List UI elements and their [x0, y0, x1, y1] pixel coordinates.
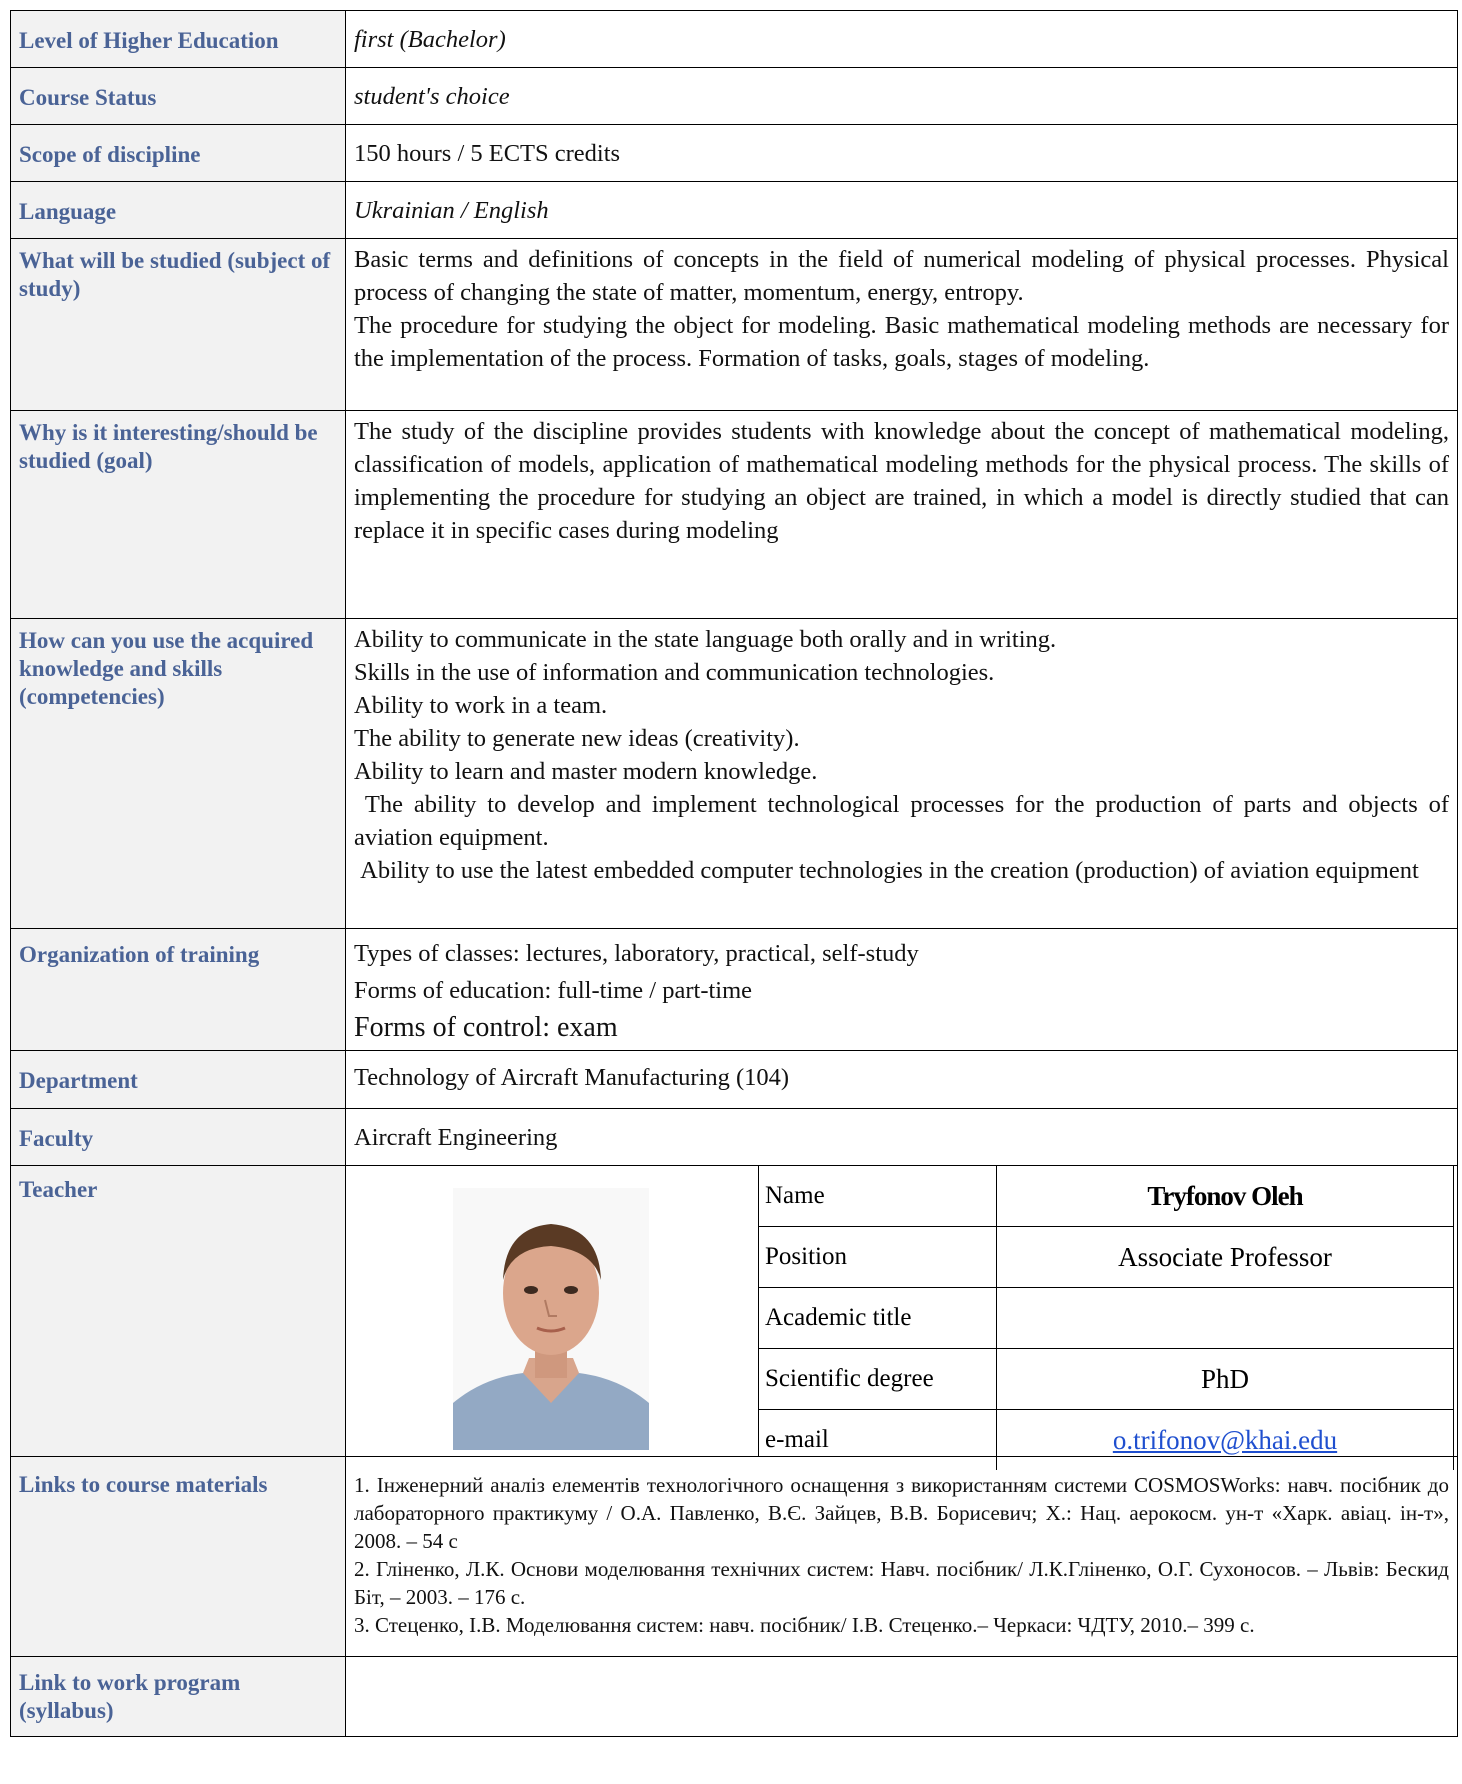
value-department: Technology of Aircraft Manufacturing (104): [346, 1051, 1458, 1109]
how-line-6: The ability to develop and implement technological processes for the production of parts and objects of aviation equipment.: [354, 791, 1456, 851]
how-line-5: Ability to learn and master modern knowledge.: [354, 758, 818, 785]
how-line-3: Ability to work in a team.: [354, 692, 608, 719]
label-links: Links to course materials: [11, 1457, 346, 1657]
teacher-field-position-label: Position: [759, 1227, 997, 1288]
value-what: [346, 239, 1458, 411]
what-line-1: Basic terms and definitions of concepts in the field of numerical modeling of physical processes. Physical process of changing the state of matter, momentum, energy, entropy.: [354, 246, 1449, 306]
what-line-2: The procedure for studying the object for modeling. Basic mathematical modeling methods are necessary for the implementation of the process. Formation of tasks, goals, stages of modeling.: [354, 312, 1449, 372]
org-line-1: Types of classes: lectures, laboratory, practical, self-study: [354, 940, 919, 967]
label-level: Level of Higher Education: [11, 11, 346, 68]
label-scope: Scope of discipline: [11, 125, 346, 182]
value-scope: 150 hours / 5 ECTS credits: [346, 125, 1458, 182]
label-status: Course Status: [11, 68, 346, 125]
teacher-field-email-label: e-mail: [759, 1410, 997, 1471]
value-status: student's choice: [346, 68, 1458, 125]
teacher-field-title-label: Academic title: [759, 1288, 997, 1349]
teacher-info-table: [759, 1166, 1454, 1470]
label-faculty: Faculty: [11, 1109, 346, 1166]
value-faculty: Aircraft Engineering: [346, 1109, 1458, 1166]
value-language: Ukrainian / English: [346, 182, 1458, 239]
how-line-1: Ability to communicate in the state language both orally and in writing.: [354, 626, 1057, 653]
value-links: [346, 1457, 1458, 1657]
teacher-academic-title: [997, 1288, 1454, 1349]
teacher-degree: PhD: [997, 1349, 1454, 1410]
label-why: Why is it interesting/should be studied (goal): [11, 411, 346, 619]
label-department: Department: [11, 1051, 346, 1109]
teacher-name: Tryfonov Oleh: [997, 1166, 1454, 1227]
teacher-email-cell: [997, 1410, 1454, 1471]
teacher-email-link[interactable]: o.trifonov@khai.edu: [1112, 1424, 1338, 1455]
org-line-3: Forms of control: exam: [354, 1012, 618, 1043]
value-level: first (Bachelor): [346, 11, 1458, 68]
value-org: [346, 929, 1458, 1051]
label-language: Language: [11, 182, 346, 239]
teacher-field-degree-label: Scientific degree: [759, 1349, 997, 1410]
value-how: [346, 619, 1458, 929]
label-org: Organization of training: [11, 929, 346, 1051]
org-line-2: Forms of education: full-time / part-time: [354, 977, 753, 1004]
photo-box: [346, 1166, 759, 1456]
teacher-field-name-label: Name: [759, 1166, 997, 1227]
label-what: What will be studied (subject of study): [11, 239, 346, 411]
label-how: How can you use the acquired knowledge and skills (competencies): [11, 619, 346, 929]
how-line-4: The ability to generate new ideas (creativity).: [354, 725, 800, 752]
course-info-table: [10, 10, 1458, 1737]
teacher-photo: [453, 1188, 649, 1450]
value-why: The study of the discipline provides students with knowledge about the concept of mathematical modeling, classification of models, application of mathematical modeling methods for the physical process. The skills of implementing the procedure for studying an object are trained, in which a model is directly studied that can replace it in specific cases during modeling: [346, 411, 1458, 619]
teacher-position: Associate Professor: [997, 1227, 1454, 1288]
ref-3: 3. Стеценко, І.В. Моделювання систем: навч. посібник/ І.В. Стеценко.– Черкаси: ЧДТУ, 2010.– 399 с.: [354, 1613, 1255, 1637]
ref-1: 1. Інженерний аналіз елементів технологічного оснащення з використанням системи COSMOSWorks: навч. посібник до лабораторного практикуму / О.А. Павленко, В.Є. Зайцев, В.В. Борисевич; Х.: Нац. аерокосм. ун-т «Харк. авіац. ін-т», 2008. – 54 с: [354, 1473, 1449, 1553]
label-program: Link to work program (syllabus): [11, 1657, 346, 1737]
value-program: [346, 1657, 1458, 1737]
label-teacher: Teacher: [11, 1166, 346, 1457]
how-line-2: Skills in the use of information and communication technologies.: [354, 659, 995, 686]
ref-2: 2. Гліненко, Л.К. Основи моделювання технічних систем: Навч. посібник/ Л.К.Гліненко, О.Г. Сухоносов. – Львів: Бескид Біт, – 2003. – 176 с.: [354, 1557, 1449, 1609]
how-line-7: Ability to use the latest embedded computer technologies in the creation (production) of aviation equipment: [354, 857, 1419, 884]
teacher-cell: [346, 1166, 1458, 1457]
